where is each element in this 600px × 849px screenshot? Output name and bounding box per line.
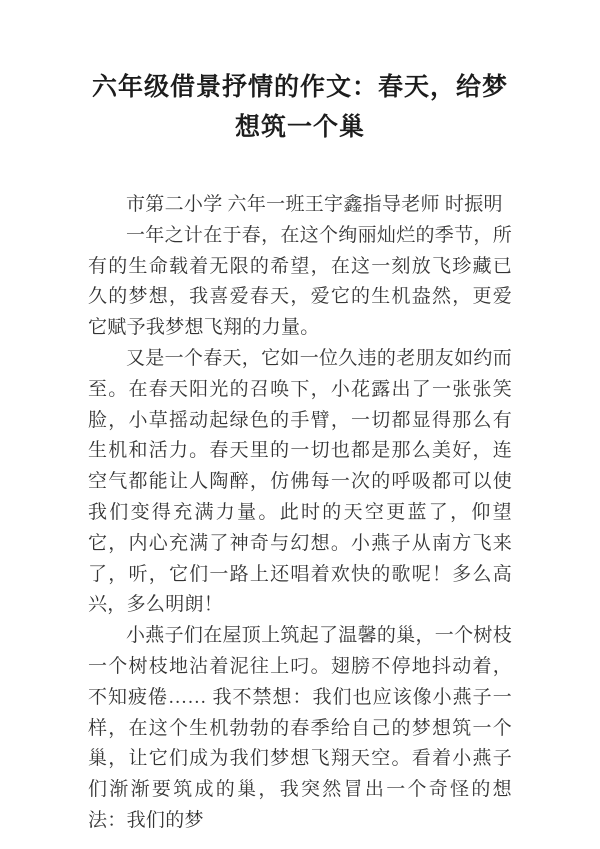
essay-paragraph-1: 一年之计在于春，在这个绚丽灿烂的季节，所有的生命载着无限的希望，在这一刻放飞珍藏已久的梦想，我喜爱春天，爱它的生机盎然，更爱它赋予我梦想飞翔的力量。 bbox=[88, 224, 513, 339]
essay-byline: 市第二小学 六年一班王宇鑫指导老师 时振明 bbox=[126, 194, 503, 215]
essay-paragraph-2: 又是一个春天，它如一位久违的老朋友如约而至。在春天阳光的召唤下，小花露出了一张张笑脸，小草摇动起绿色的手臂，一切都显得那么有生机和活力。春天里的一切也都是那么美好，连空气都能让人陶醉，仿佛每一次的呼吸都可以使我们变得充满力量。此时的天空更蓝了，仰望它，内心充满了神奇与幻想。小燕子从南方飞来了，听，它们一路上还唱着欢快的歌呢！多么高兴，多么明朗！ bbox=[88, 347, 513, 616]
essay-paragraph-3: 小燕子们在屋顶上筑起了温馨的巢，一个树枝一个树枝地沾着泥往上叼。翅膀不停地抖动着，不知疲倦…… 我不禁想：我们也应该像小燕子一样，在这个生机勃勃的春季给自己的梦想筑一个巢，让它们成为我们梦想飞翔天空。看着小燕子们渐渐要筑成的巢，我突然冒出一个奇怪的想法：我们的梦 bbox=[88, 625, 513, 831]
essay-title: 六年级借景抒情的作文：春天，给梦想筑一个巢 bbox=[91, 74, 508, 141]
essay-body bbox=[88, 190, 512, 837]
